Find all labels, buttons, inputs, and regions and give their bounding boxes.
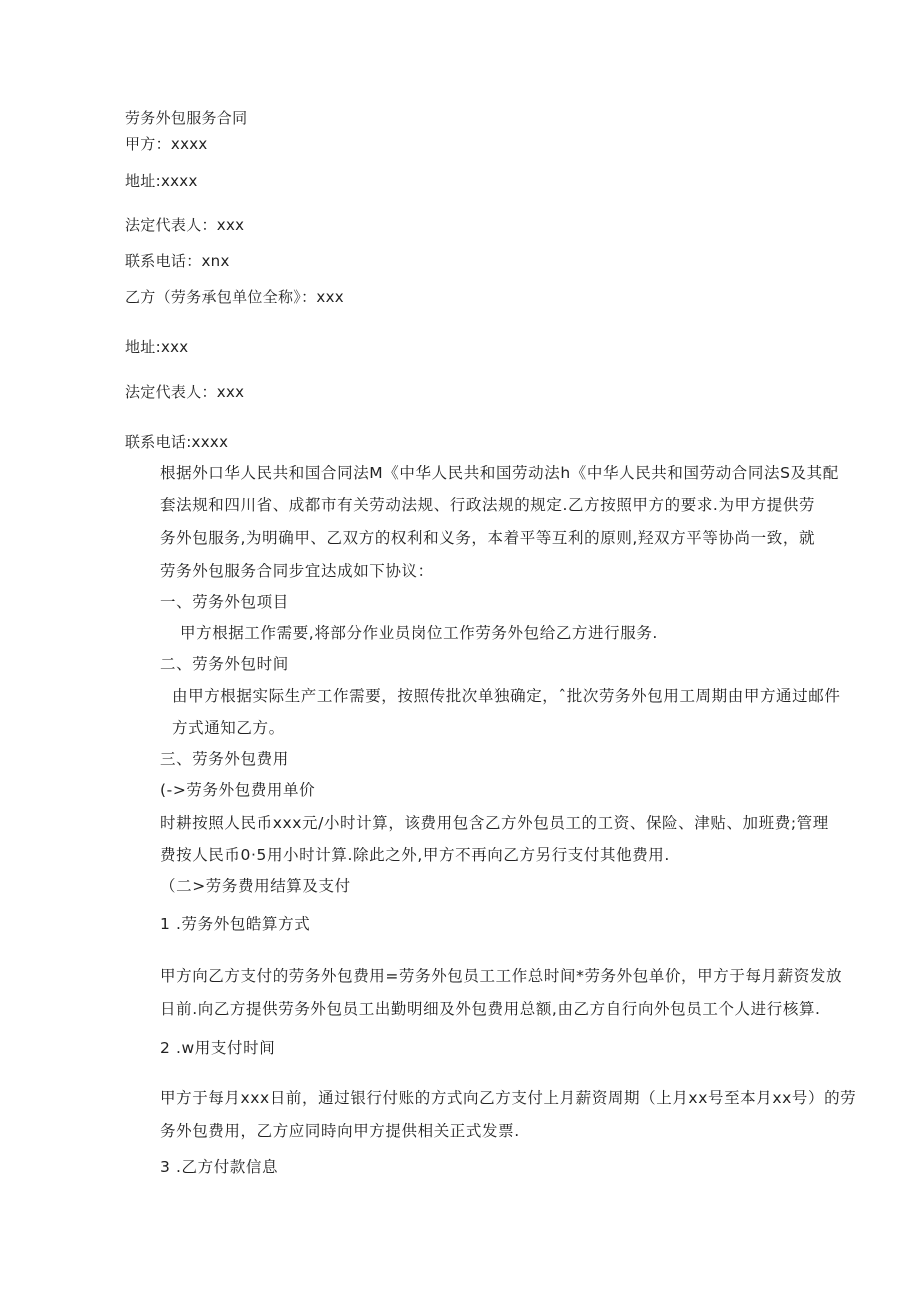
section-2-body-line-2: 方式通知乙方。	[172, 719, 285, 737]
item-3-heading: 3 .乙方付款信息	[160, 1158, 279, 1176]
item-2-body-line-2: 务外包费用，乙方应同時向甲方提供相关正式发票.	[160, 1122, 520, 1140]
section-3-heading: 三、劳务外包费用	[160, 750, 289, 768]
party-b-phone: 联系电话:xxxx	[125, 433, 229, 451]
item-2-heading: 2 .w用支付时间	[160, 1039, 276, 1057]
preamble-line-4: 劳务外包服务合同步宜达成如下协议：	[160, 562, 434, 580]
item-1-body-line-1: 甲方向乙方支付的劳务外包费用=劳务外包员工工作总时间*劳务外包单价，甲方于每月薪资发放	[160, 967, 843, 985]
section-1-body: 甲方根据工作需要,将部分作业员岗位工作劳务外包给乙方进行服务.	[180, 624, 658, 642]
party-b-legal-rep: 法定代表人：xxx	[125, 383, 245, 401]
party-a-address: 地址:xxxx	[125, 172, 198, 190]
section-3-sub2-heading: （二>劳务费用结算及支付	[160, 877, 351, 895]
party-a-legal-rep: 法定代表人：xxx	[125, 216, 245, 234]
section-2-body-line-1: 由甲方根据实际生产工作需要，按照传批次单独确定，ˆ批次劳务外包用工周期由甲方通过邮件	[172, 687, 841, 705]
party-b-address: 地址:xxx	[125, 338, 189, 356]
section-3-sub1-line-2: 费按人民币0·5用小时计算.除此之外,甲方不再向乙方另行支付其他费用.	[160, 846, 670, 864]
document-title: 劳务外包服务合同	[125, 109, 248, 127]
item-1-body-line-2: 日前.向乙方提供劳务外包员工出勤明细及外包费用总额,由乙方自行向外包员工个人进行核算.	[160, 1000, 821, 1018]
preamble-line-2: 套法规和四川省、成都市有关劳动法规、行政法规的规定.乙方按照甲方的要求.为甲方提供劳	[160, 496, 816, 514]
party-a-phone: 联系电话：xnx	[125, 252, 230, 270]
party-a-name: 甲方：xxxx	[125, 135, 208, 153]
section-3-sub1-line-1: 时耕按照人民币xxx元/小时计算，该费用包含乙方外包员工的工资、保险、津贴、加班费;管理	[160, 814, 829, 832]
section-3-sub1-heading: (->劳务外包费用单价	[160, 781, 316, 799]
party-b-name: 乙方（劳务承包单位全称》：xxx	[125, 288, 344, 306]
item-2-body-line-1: 甲方于每月xxx日前，通过银行付账的方式向乙方支付上月薪资周期（上月xx号至本月xx号）的劳	[160, 1089, 857, 1107]
preamble-line-1: 根据外口华人民共和国合同法M《中华人民共和国劳动法h《中华人民共和国劳动合同法S及其配	[160, 464, 839, 482]
preamble-line-3: 务外包服务,为明确甲、乙双方的权利和义务，本着平等互利的原则,羟双方平等协尚一致，就	[160, 529, 816, 547]
item-1-heading: 1 .劳务外包皓算方式	[160, 915, 311, 933]
section-2-heading: 二、劳务外包时间	[160, 655, 289, 673]
section-1-heading: 一、劳务外包项目	[160, 593, 289, 611]
